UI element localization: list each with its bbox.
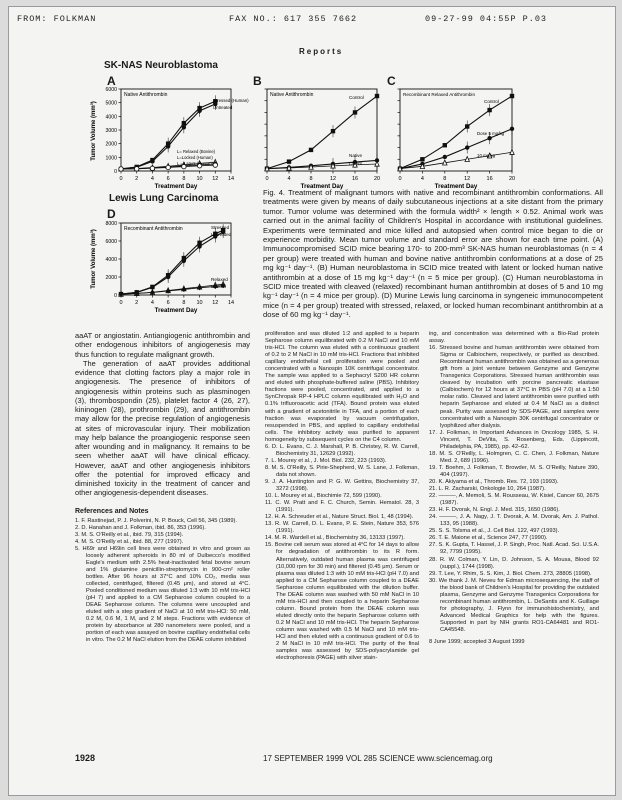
reference-item: 8. M. S. O'Reilly, S. Pirie-Shepherd, W. S. Lane, J. Folkman, data not shown.: [265, 464, 419, 478]
x-tick-label: 8: [182, 300, 186, 306]
y-tick-label: 4000: [105, 114, 117, 121]
y-tick-label: 8000: [105, 221, 117, 227]
data-point: [166, 165, 170, 169]
reference-item: 30. We thank J. M. Neveu for Edman microsequencing, the staff of the blood bank of Children's Hospital for providing the outdated plasma, Genzyme and Genzyme Transgenics Corporations for recombinant human antithrombin, L. DeSantis and K. Guillage for photography, J. Flynn for immunohistochemistry, and Advanced Medical Graphics for help with the figures. Supported in part by NIH grants RO1-CA64481 and RO1-CA45548.: [429, 577, 599, 633]
y-tick-label: 2000: [105, 141, 117, 148]
x-tick-label: 12: [212, 300, 219, 306]
x-tick-label: 16: [486, 176, 493, 182]
data-point: [197, 109, 201, 113]
x-tick-label: 0: [119, 176, 123, 182]
panel-subtitle: Recombinant Relaxed Antithrombin: [403, 92, 476, 97]
x-tick-label: 4: [150, 176, 154, 182]
paper-page: [8, 6, 616, 796]
reference-item: 17. J. Folkman, in Important Advances in Oncology 1985, S. H. Vincent, T. DeVita, S. Rosenberg, Eds. (Lippincott, Philadelphia, PA, 1985), pp. 42–62.: [429, 429, 599, 450]
data-point: [213, 163, 217, 167]
reference-item: 19. T. Boehm, J. Folkman, T. Browder, M. S. O'Reilly, Nature 390, 404 (1997).: [429, 464, 599, 478]
data-point: [287, 159, 291, 163]
series-label: Control: [484, 99, 499, 104]
reference-item: 21. L. R. Zacharski, Onkologie 10, 264 (1987).: [429, 486, 546, 493]
reference-item: 7. L. Mourey et al., J. Mol. Biol. 232, 223 (1993).: [265, 457, 387, 464]
column-1: [75, 331, 250, 644]
x-tick-label: 6: [166, 176, 170, 182]
reference-item: 23. H. F. Dvorak, N. Engl. J. Med. 315, 1650 (1986).: [429, 507, 560, 514]
legend-label: Stressed (Human): [213, 98, 249, 103]
data-point: [510, 127, 514, 131]
x-tick-label: 16: [351, 176, 359, 182]
section-title: Reports: [299, 47, 344, 56]
reference-item: 18. M. S. O'Reilly, L. Holmgren, C. C. Chen, J. Folkman, Nature Med. 2, 689 (1996).: [429, 450, 599, 464]
data-point: [166, 275, 170, 279]
reference-item: 20. K. Akiyama et al., Thromb. Res. 72, 193 (1993).: [429, 478, 559, 485]
data-point: [465, 124, 469, 128]
panel-subtitle: Recombinant Antithrombin: [124, 226, 183, 232]
series-label: Locked: [211, 284, 226, 289]
data-point: [197, 244, 201, 248]
reference-item: 1. F. Rastinejad, P. J. Polverini, N. P. Bouck, Cell 56, 345 (1989).: [75, 517, 237, 524]
data-point: [182, 259, 186, 263]
series-label: Latent: [349, 161, 362, 166]
x-tick-label: 8: [443, 176, 447, 182]
reference-item: 2. D. Hanahan and J. Folkman, ibid. 86, 353 (1996).: [75, 524, 206, 531]
y-tick-label: 4000: [105, 257, 117, 263]
y-axis-label: Tumor Volume (mm³): [91, 229, 97, 289]
reference-item: 6. D. L. Evans, C. J. Marshall, P. B. Christey, R. W. Carrell, Biochemistry 31, 12629 (1992).: [265, 443, 419, 457]
x-tick-label: 14: [227, 300, 235, 306]
series-label: Native: [349, 153, 363, 158]
data-point: [353, 110, 357, 114]
x-tick-label: 10: [196, 300, 203, 306]
y-tick-label: 2000: [105, 275, 117, 281]
panel-d-chart: [90, 221, 234, 314]
panel-subtitle: Native Antithrombin: [124, 92, 168, 98]
panel-d-letter: D: [107, 207, 116, 221]
series-label: Control: [349, 95, 364, 100]
plot-frame: [267, 89, 377, 171]
y-tick-label: 6000: [105, 239, 117, 245]
data-point: [309, 148, 313, 152]
legend-label: L = Latent (Human): [177, 161, 214, 166]
x-tick-label: 8: [182, 176, 186, 182]
y-tick-label: 5000: [105, 100, 117, 107]
data-point: [150, 159, 154, 163]
reference-item: 10. L. Mourey et al., Biochimie 72, 599 (1990).: [265, 493, 382, 500]
x-tick-label: 20: [373, 176, 381, 182]
legend-label: Untreated: [213, 105, 233, 110]
series-line: [400, 152, 512, 168]
data-point: [443, 155, 447, 159]
x-tick-label: 4: [150, 300, 154, 306]
panel-c-chart: [398, 89, 516, 190]
data-point: [465, 145, 469, 149]
series-label: Dose 5 mg/kg: [477, 131, 505, 136]
x-tick-label: 6: [166, 300, 170, 306]
legend-label: L= Relaxed (Bovine): [177, 149, 216, 154]
panel-subtitle: Native Antithrombin: [270, 92, 314, 98]
reference-item: 28. R. W. Colman, Y. Lin, D. Johnson, S. A. Mousa, Blood 92 (suppl.), 1744 (1998).: [429, 556, 599, 570]
x-tick-label: 10: [196, 176, 203, 182]
reference-item: 5. H69r and H69in cell lines were obtained in vitro and grown as loosely adherent spheroids in 80 ml of Dulbecco's modified Eagle's medium with 2.5% heat-inactivated fetal bovine serum and 1% glutamine penicillin-streptomycin in 900-cm² roller bottles. After 96 hours at 37°C and 10% CO₂, media was collected, centrifuged, filtered (0.45 μm), and stored at 4°C. Pooled conditioned medium was diluted 1:3 with 10 mM tris-HCl (pH 7) and applied to a CM Sepharose column coupled to a DEAE Sepharose column. The columns were uncoupled and eluted with a step gradient of NaCl at 10 mM tris-HCl: 50 mM, 0.2 M, 0.6 M, 1 M, and 2 M steps. Fractions with evidence of protein by absorbance at 280 nanometers were pooled, and a portion of each was assayed on bovine capillary endothelial cells in vitro. The 0.2 M NaCl elution from the DEAE column inhibited: [75, 545, 250, 644]
data-point: [443, 143, 447, 147]
x-tick-label: 0: [398, 176, 402, 182]
reference-item: 3. M. S. O'Reilly et al., ibid. 79, 315 (1994).: [75, 531, 184, 538]
x-tick-label: 12: [212, 176, 219, 182]
reference-item: 24. ———, J. A. Nagy, J. T. Dvorak, A. M. Dvorak, Am. J. Pathol. 133, 95 (1988).: [429, 514, 599, 528]
series-line: [121, 232, 223, 294]
x-tick-label: 14: [227, 176, 235, 182]
series-line: [121, 230, 223, 294]
x-tick-label: 2: [135, 300, 139, 306]
reference-item: 11. C. W. Pratt and F. C. Church, Semin. Hematol. 28, 3 (1991).: [265, 500, 419, 514]
fax-from: FROM: FOLKMAN: [17, 14, 97, 24]
x-tick-label: 12: [329, 176, 337, 182]
fax-datetime: 09-27-99 04:55P P.03: [425, 14, 548, 24]
figure-caption: Fig. 4. Treatment of malignant tumors with native and recombinant antithrombin conformations. All treatments were given by means of daily subcutaneous injections at a site distant from the primary tumor. Tumor volume was determined with the formula width² × length × 0.52. Animal work was carried out in the animal facility of Children's Hospital in accordance with institutional guidelines. Experiments were terminated and mice killed and autopsied when control mice began to die or experience morbidity. Mean tumor volume and standard error are shown for each time point. (A) Immunocompromised SCID mice bearing 170- to 200-mm³ SK-NAS human neuroblastomas (n = 4 per group) were treated with human and bovine native antithrombin conformations at a dose of 25 mg kg⁻¹ day⁻¹. (B) Human neuroblastoma in SCID mice treated with latent or locked human native antithrombin at a dose of 15 mg kg⁻¹ day⁻¹ (n = 5 mice per group). (C) Human neuroblastoma in SCID mice treated with cleaved (relaxed) recombinant human antithrombin at doses of 5 and 10 mg kg⁻¹ day⁻¹ (n = 4 mice per group). (D) Murine Lewis lung carcinoma in syngeneic immunocompetent mice (n = 4 per group) treated with stressed, relaxed, or locked human recombinant antithrombin at a dose of 60 mg kg⁻¹ day⁻¹.: [263, 188, 603, 320]
data-point: [166, 144, 170, 148]
reference-item: 29. T. Lee, Y. Rhim, S. S. Kim, J. Biol. Chem. 273, 28805 (1998).: [429, 570, 592, 577]
x-axis-label: Treatment Day: [434, 183, 478, 190]
refs-heading: References and Notes: [75, 507, 149, 515]
panel-c-letter: C: [387, 74, 396, 88]
panel-b-letter: B: [253, 74, 262, 88]
y-tick-label: 0: [114, 169, 117, 175]
panel-b-chart: [265, 89, 381, 190]
note-continuation: proliferation and was diluted 1:2 and applied to a heparin Sepharose column equilibrated with 0.2 M NaCl and 10 mM tris-HCl. The column was eluted with a continuous gradient of 0.2 to 2 M NaCl in 10 mM tris-HCl. Fractions that inhibited capillary endothelial cell proliferation were pooled and concentrated with a Nanospin 10K centrifugal concentrator. The sample was applied to a Sephacryl S200 HR column and eluted with phosphate-buffered saline (PBS). Inhibitory fractions were pooled, concentrated, and applied to a SynChropak RP-4 HPLC column equilibrated with H₂O and 0.1% trifluoroacetic acid (TFA). Bound protein was eluted with a gradient of acetonitrile in TFA, and a portion of each fraction was evaporated by vacuum centrifugation, resuspended in PBS, and applied to capillary endothelial cells. The inhibitory activity was purified to apparent homogeneity by subsequent cycles on the C4 column.: [265, 331, 419, 443]
x-tick-label: 0: [265, 176, 269, 182]
column-3: [429, 331, 599, 646]
series-label: 10 mg/kg: [477, 153, 496, 158]
y-tick-label: 1000: [105, 155, 117, 162]
note-continuation: ing, and concentration was determined with a Bio-Rad protein assay.: [429, 331, 599, 345]
reference-item: 27. S. K. Gupta, T. Hassel, J. P. Singh, Proc. Natl. Acad. Sci. U.S.A. 92, 7799 (1995).: [429, 542, 599, 556]
reference-item: 9. J. A. Huntington and P. G. W. Gettins, Biochemistry 37, 3272 (1998).: [265, 478, 419, 493]
data-point: [487, 108, 491, 112]
data-point: [182, 125, 186, 129]
reference-item: 12. H. A. Schreuder et al., Nature Struct. Biol. 1, 48 (1994).: [265, 514, 414, 521]
journal-footer: 17 SEPTEMBER 1999 VOL 285 SCIENCE www.sciencemag.org: [263, 754, 493, 763]
reference-item: 4. M. S. O'Reilly et al., ibid. 88, 277 (1997).: [75, 538, 184, 545]
data-point: [510, 150, 514, 155]
x-axis-label: Treatment Day: [154, 183, 198, 190]
reference-item: 26. T. E. Maione et al., Science 247, 77 (1990).: [429, 535, 548, 542]
reference-item: 22. ———, A. Memoli, S. M. Rousseau, W. Kisiel, Cancer 60, 2675 (1987).: [429, 493, 599, 507]
series-label: Untreated: [211, 232, 232, 237]
series-label: Relaxed: [211, 277, 228, 282]
data-point: [375, 94, 379, 98]
body-paragraph: aaAT or angiostatin. Antiangiogenic antithrombin and other endogenous inhibitors of angiogenesis may thus function to regulate malignant growth.: [75, 331, 250, 359]
data-point: [487, 136, 491, 140]
y-axis-label: Tumor Volume (mm³): [91, 101, 97, 161]
x-tick-label: 2: [135, 176, 139, 182]
x-axis-label: Treatment Day: [300, 183, 344, 190]
reference-item: 14. M. R. Wardell et al., Biochemistry 36, 13133 (1997).: [265, 535, 405, 542]
x-tick-label: 12: [464, 176, 471, 182]
column-2: [265, 331, 419, 662]
body-paragraph: The generation of aaAT provides additional evidence that clotting factors play a major role in angiogenesis. The presence of inhibitors of angiogenesis within proteins such as plasminogen (3), thrombospondin (25), platelet factor 4 (26, 27), kininogen (28), prothrombin (29), and antithrombin may allow for the precise regulation of angiogenesis at sites of microvascular injury. Their mobilization may help balance the proangiogenic response seen after wounding and in malignancy. It remains to be seen whether aaAT will have clinical efficacy. However, aaAT and other angiogenesis inhibitors offer the potential for improved efficacy and diminished toxicity in the treatment of cancer and other angiogenesis-dependent diseases.: [75, 358, 250, 498]
page-number: 1928: [75, 753, 96, 763]
data-point: [150, 166, 154, 170]
data-point: [135, 167, 139, 171]
data-point: [197, 285, 202, 290]
reference-item: 13. R. W. Carrell, D. L. Evans, P. E. Stein, Nature 353, 576 (1991).: [265, 521, 419, 535]
panel-a-letter: A: [107, 74, 116, 88]
x-tick-label: 4: [420, 176, 424, 182]
llc-title: Lewis Lung Carcinoma: [109, 193, 219, 204]
y-tick-label: 6000: [105, 87, 117, 93]
fax-number: FAX NO.: 617 355 7662: [229, 14, 358, 24]
series-label: Stressed: [211, 225, 230, 230]
y-tick-label: 3000: [105, 128, 117, 134]
x-tick-label: 4: [287, 176, 291, 182]
reference-item: 16. Stressed bovine and human antithrombin were obtained from Sigma or Calbiochem, respectively, or purified as described. Recombinant human antithrombin was obtained as a generous gift from a joint venture between Genzyme and Genzyme Transgenics Corporations. Stressed human antithrombin was cleaved by incubation with porcine pancreatic elastase (Calbiochem) for 12 hours at 37°C in PBS (pH 7.0) at a 1:50 molar ratio. Cleaved and latent antithrombin were purified with heparin Sepharose and eluted at 0.4 M NaCl as a distinct peak. Purity was assessed by SDS-PAGE, and samples were concentrated with a Nanospin 30K centrifugal concentrator or lyophilized after dialysis.: [429, 345, 599, 429]
x-tick-label: 8: [309, 176, 313, 182]
legend-label: L=Locked (Human): [177, 155, 213, 160]
x-axis-label: Treatment Day: [154, 307, 198, 314]
data-point: [119, 167, 123, 171]
data-point: [420, 157, 424, 161]
data-point: [510, 94, 514, 98]
received-accepted-dates: 8 June 1999; accepted 3 August 1999: [429, 639, 525, 646]
reference-item: 25. S. S. Tolsma et al., J. Cell Biol. 122, 497 (1993).: [429, 528, 560, 535]
panel-a-chart: [90, 87, 249, 190]
reference-item: 15. Bovine cell serum was stored at 4°C for 14 days to allow for degradation of antithrombin to its R form. Alternatively, outdated human plasma was centrifuged (10,000 rpm for 30 min) and filtered (0.45 μm). Serum or plasma was diluted 1:3 with 10 mM tris-HCl (pH 7.0) and applied to a CM Sepharose column coupled to a DEAE Sepharose column equilibrated with the dilution buffer. The DEAE column was washed with 50 mM NaCl in 10 mM tris-HCl and then coupled to a heparin Sepharose column. Bound protein from the DEAE column was eluted directly onto the heparin Sepharose column with 0.2 M NaCl and 10 mM tris-HCl. The heparin Sepharose column was washed with 0.5 M NaCl and 10 mM tris-HCl and then eluted with a continuous gradient of 0.6 to 2 M NaCl in 10 mM tris-HCl. The purity of the final samples was assessed by SDS-polyacrylamide gel electrophoresis (PAGE) with silver stain-: [265, 542, 419, 662]
sknas-title: SK-NAS Neuroblastoma: [104, 60, 218, 71]
data-point: [331, 129, 335, 133]
x-tick-label: 0: [119, 300, 123, 306]
x-tick-label: 20: [508, 176, 516, 182]
y-tick-label: 0: [114, 293, 117, 299]
